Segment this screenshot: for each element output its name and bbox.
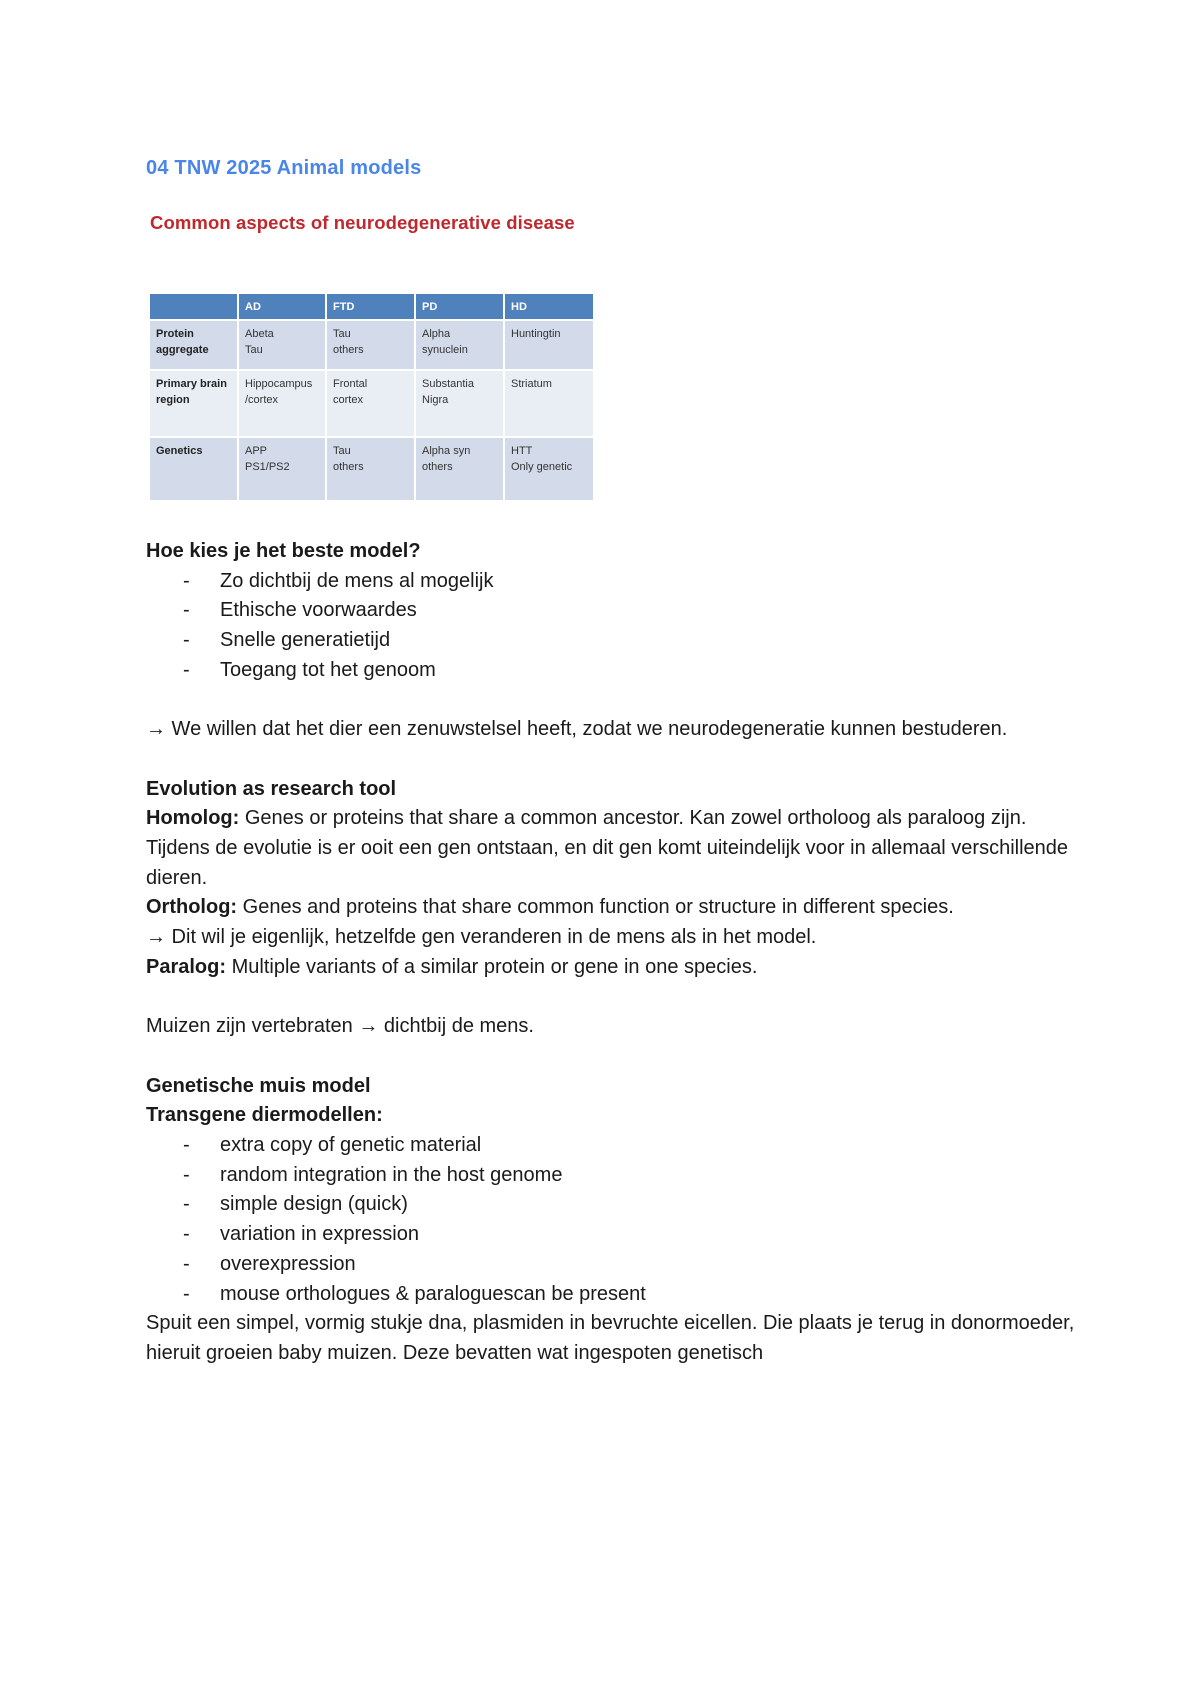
definition-paralog: Paralog: Multiple variants of a similar protein or gene in one species.: [146, 955, 758, 978]
subheading: Transgene diermodellen:: [146, 1104, 383, 1127]
table-cell: Hippocampus /cortex: [238, 370, 326, 437]
table-row-label: Genetics: [150, 437, 238, 500]
list-item: - overexpression: [183, 1252, 356, 1275]
table-row: [150, 320, 594, 370]
list-item: - random integration in the host genome: [183, 1163, 563, 1186]
table-row-label: Protein aggregate: [150, 320, 238, 370]
table-cell: Striatum: [504, 370, 594, 437]
table-cell: Alpha syn others: [415, 437, 504, 500]
list-item: - variation in expression: [183, 1223, 419, 1246]
paragraph: → Dit wil je eigenlijk, hetzelfde gen veranderen in de mens als in het model.: [146, 926, 817, 949]
section-heading: Hoe kies je het beste model?: [146, 540, 421, 562]
list-item: - Zo dichtbij de mens al mogelijk: [183, 569, 494, 592]
definition-homolog: Homolog: Genes or proteins that share a common ancestor. Kan zowel ortholoog als paraloog zijn. Tijdens de evolutie is er ooit een gen ontstaan, en dit gen komt uiteindelijk voor in allemaal verschillende dieren.: [146, 807, 1069, 889]
table-cell: Huntingtin: [504, 320, 594, 370]
table-row: [150, 437, 594, 500]
bullet-list: [146, 567, 1076, 686]
table-cell: HTT Only genetic: [504, 437, 594, 500]
paragraph: Muizen zijn vertebraten → dichtbij de mens.: [146, 1015, 534, 1038]
table-row-label: Primary brain region: [150, 370, 238, 437]
table-cell: Substantia Nigra: [415, 370, 504, 437]
section-heading: Genetische muis model: [146, 1074, 371, 1097]
table-header-cell: FTD: [326, 294, 415, 320]
paragraph: → We willen dat het dier een zenuwstelsel heeft, zodat we neurodegeneratie kunnen bestuderen.: [146, 718, 1008, 741]
disease-comparison-table: [150, 294, 595, 500]
table-cell: Frontal cortex: [326, 370, 415, 437]
bullet-list: [146, 1131, 1076, 1309]
list-item: - mouse orthologues & paraloguescan be present: [183, 1282, 646, 1305]
list-item: - extra copy of genetic material: [183, 1134, 482, 1156]
table-header-cell: HD: [504, 294, 594, 320]
table-cell: Tau others: [326, 320, 415, 370]
list-item: - Snelle generatietijd: [183, 629, 391, 652]
table-cell: Alpha synuclein: [415, 320, 504, 370]
table-header-cell: AD: [238, 294, 326, 320]
definition-ortholog: Ortholog: Genes and proteins that share common function or structure in different species.: [146, 896, 954, 919]
table-header-row: [150, 294, 594, 320]
list-item: - Ethische voorwaardes: [183, 599, 417, 622]
document-body: [146, 537, 1076, 1369]
paragraph: Spuit een simpel, vormig stukje dna, plasmiden in bevruchte eicellen. Die plaats je terug in donormoeder, hieruit groeien baby muizen. Deze bevatten wat ingespoten genetisch: [146, 1312, 1075, 1364]
table-row: [150, 370, 594, 437]
table-header-cell: PD: [415, 294, 504, 320]
table-figure: [148, 212, 598, 502]
table-cell: Tau others: [326, 437, 415, 500]
table-cell: Abeta Tau: [238, 320, 326, 370]
table-header-cell: [150, 294, 238, 320]
section-heading: Evolution as research tool: [146, 777, 397, 800]
figure-title: Common aspects of neurodegenerative disease: [150, 212, 575, 233]
list-item: - simple design (quick): [183, 1193, 408, 1216]
table-cell: APP PS1/PS2: [238, 437, 326, 500]
list-item: - Toegang tot het genoom: [183, 658, 436, 681]
document-title: 04 TNW 2025 Animal models: [146, 157, 422, 179]
